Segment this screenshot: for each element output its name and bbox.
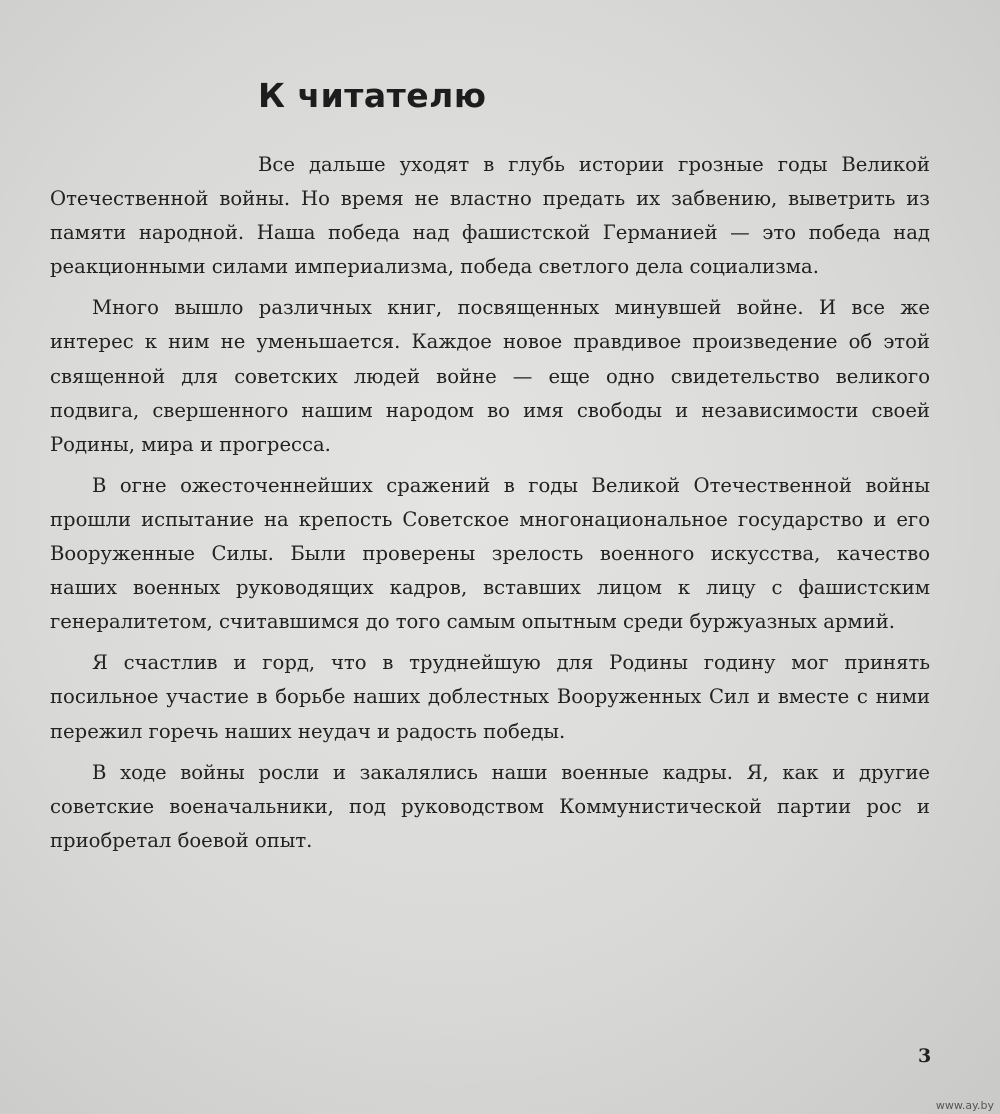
page-heading: К читателю: [258, 76, 487, 115]
paragraph-1: Все дальше уходят в глубь истории грозные годы Великой Отечественной войны. Но время не властно предать их забвению, выветрить из памяти народной. Наша победа над фашистской Германией — это победа над реакционными силами империализма, победа светлого дела социализма.: [50, 153, 930, 279]
page-number: 3: [918, 1045, 932, 1067]
paragraph-2: Много вышло различных книг, посвященных минувшей войне. И все же интерес к ним не уменьшается. Каждое новое правдивое произведение об этой священной для советских людей войне — еще одно свидетельство великого подвига, свершенного нашим народом во имя свободы и независимости своей Родины, мира и прогресса.: [50, 296, 930, 456]
paragraph-5: В ходе войны росли и закалялись наши военные кадры. Я, как и другие советские военачальники, под руководством Коммунистической партии рос и приобретал боевой опыт.: [50, 760, 930, 852]
body-text: [50, 148, 930, 865]
paragraph-3: В огне ожесточеннейших сражений в годы Великой Отечественной войны прошли испытание на крепость Советское многонациональное государство и его Вооруженные Силы. Были проверены зрелость военного искусства, качество наших военных руководящих кадров, вставших лицом к лицу с фашистским генералитетом, считавшимся до того самым опытным среди буржуазных армий.: [50, 473, 930, 634]
paragraph-4: Я счастлив и горд, что в труднейшую для Родины годину мог принять посильное участие в борьбе наших доблестных Вооруженных Сил и вместе с ними пережил горечь наших неудач и радость победы.: [50, 651, 930, 743]
site-watermark: www.ay.by: [935, 1099, 994, 1112]
